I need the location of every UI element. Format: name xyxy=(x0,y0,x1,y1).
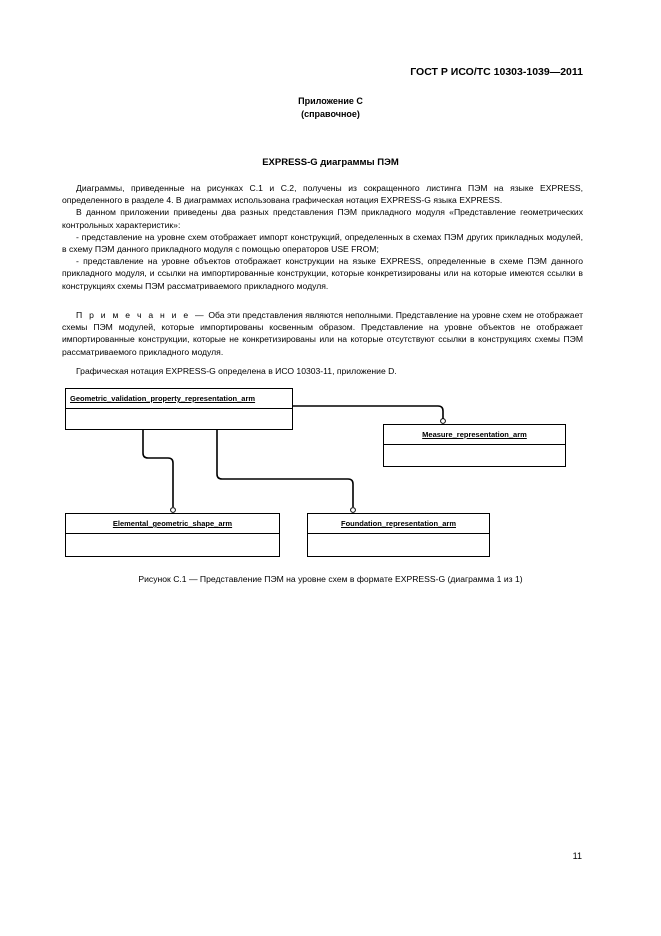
section-title: EXPRESS-G диаграммы ПЭМ xyxy=(262,157,399,168)
connector-end-elemental xyxy=(171,508,176,513)
paragraph-4: - представление на уровне объектов отображает конструкции на языке EXPRESS, определенные в схеме ПЭМ данного прикладного модуля, и ссылки на импортированные конструкции, которые конкретизированы или на которые имеются ссылки в конструкциях схемы ПЭМ рассматриваемого прикладного модуля. xyxy=(62,256,583,291)
connector-main-measure xyxy=(293,406,443,419)
notation-line: Графическая нотация EXPRESS-G определена в ИСО 10303-11, приложение D. xyxy=(76,366,397,376)
entity-box-measure xyxy=(383,424,566,467)
paragraph-1: Диаграммы, приведенные на рисунках С.1 и С.2, получены из сокращенного листинга ПЭМ на языке EXPRESS, определенного в разделе 4. В диаграммах использована графическая нотация EXPRESS-G языка EXPRESS. xyxy=(62,183,583,206)
annex-title: Приложение С xyxy=(298,96,363,106)
entity-name-measure: Measure_representation_arm xyxy=(384,425,565,445)
entity-name-main: Geometric_validation_property_representation_arm xyxy=(66,389,292,409)
entity-box-main xyxy=(65,388,293,430)
connector-main-elemental xyxy=(143,430,173,507)
paragraph-3: - представление на уровне схем отображает импорт конструкций, определенных в схемах ПЭМ других прикладных модулей, в схему ПЭМ данного прикладного модуля с помощью операторов USE FROM; xyxy=(62,231,583,255)
paragraph-2: В данном приложении приведены два разных представления ПЭМ прикладного модуля «Представление геометрических контрольных характеристик»: xyxy=(62,207,583,230)
connector-end-measure xyxy=(441,419,446,424)
standard-id: ГОСТ Р ИСО/ТС 10303-1039—2011 xyxy=(410,66,583,78)
note-label: П р и м е ч а н и е — xyxy=(76,310,206,320)
entity-box-foundation xyxy=(307,513,490,557)
connector-main-foundation xyxy=(217,430,353,507)
entity-name-elemental: Elemental_geometric_shape_arm xyxy=(66,514,279,534)
entity-name-foundation: Foundation_representation_arm xyxy=(308,514,489,534)
note-text: Оба эти представления являются неполными. Представление на уровне схем не отображает схемы ПЭМ модулей, которые импортированы косвенным образом. Представление на уровне объектов не отображает импортированные конструкции, которые не конкретизированы или на которые отсутствуют ссылки в конструкциях схемы ПЭМ рассматриваемого прикладного модуля. xyxy=(62,310,584,357)
connector-end-foundation xyxy=(351,508,356,513)
page-number: 11 xyxy=(572,851,582,861)
annex-status: (справочное) xyxy=(301,109,360,119)
figure-caption: Рисунок С.1 — Представление ПЭМ на уровне схем в формате EXPRESS-G (диаграмма 1 из 1) xyxy=(138,574,523,584)
entity-box-elemental xyxy=(65,513,280,557)
